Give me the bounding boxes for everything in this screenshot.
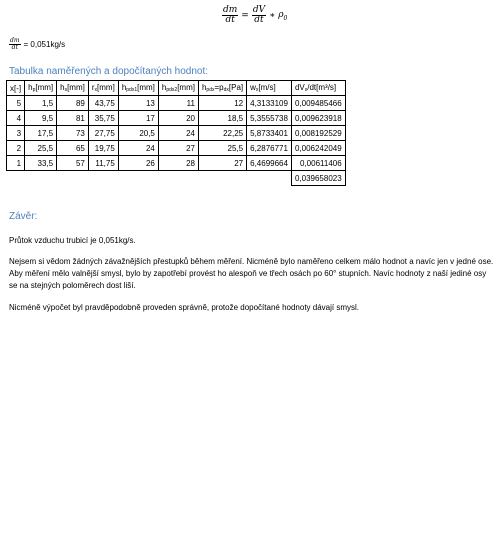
header-text: [m/s] (258, 83, 276, 92)
table-cell: 25,5 (25, 141, 57, 156)
header-subscript: pdx1 (126, 87, 138, 93)
column-header (198, 81, 246, 96)
table-cell: 24 (118, 141, 158, 156)
table-cell: 17,5 (25, 126, 57, 141)
header-text: dV (294, 83, 305, 92)
column-header (291, 81, 345, 96)
header-text: [mm] (97, 83, 115, 92)
table-cell: 3 (7, 126, 25, 141)
header-text: h (60, 83, 65, 92)
header-subscript: s (64, 87, 68, 93)
rho-letter: ρ (278, 10, 284, 21)
table-cell: 5 (7, 96, 25, 111)
table-cell: 24 (158, 126, 198, 141)
column-header (25, 81, 57, 96)
table-cell: 81 (57, 111, 89, 126)
table-cell: 28 (158, 156, 198, 171)
table-body (7, 96, 346, 186)
table-cell: 26 (118, 156, 158, 171)
table-row (7, 141, 346, 156)
table-cell: 1,5 (25, 96, 57, 111)
table-cell: 33,5 (25, 156, 57, 171)
header-text: w (250, 83, 256, 92)
empty-cell (7, 171, 292, 186)
column-header (247, 81, 292, 96)
header-text: h (28, 83, 33, 92)
header-subscript: dx (223, 87, 229, 93)
density-symbol (278, 10, 287, 22)
header-text: r (91, 83, 95, 92)
header-subscript: pdx (206, 87, 215, 93)
table-cell: 0,009623918 (291, 111, 345, 126)
fraction-denominator: dt (254, 15, 264, 26)
conclusion-paragraph: Průtok vzduchu trubicí je 0,051kg/s. (9, 236, 136, 245)
table-cell: 18,5 (198, 111, 246, 126)
rho-subscript: 0 (283, 14, 288, 22)
table-cell: 57 (57, 156, 89, 171)
table-cell: 12 (198, 96, 246, 111)
header-subscript: p (32, 87, 36, 93)
header-text: [mm] (67, 83, 85, 92)
fraction-numerator: dV (252, 5, 266, 15)
table-header-row (7, 81, 346, 96)
header-text: [Pa] (228, 83, 244, 92)
table-cell: 6,2876771 (247, 141, 292, 156)
table-cell: 6,4699664 (247, 156, 292, 171)
table-row (7, 96, 346, 111)
table-cell: 2 (7, 141, 25, 156)
table-cell: 5,8733401 (247, 126, 292, 141)
header-text: h (161, 83, 167, 92)
fraction-numerator: dm (223, 5, 238, 15)
header-text: [mm] (35, 83, 54, 92)
table-cell: 5,3555738 (247, 111, 292, 126)
table-cell: 20 (158, 111, 198, 126)
column-header (88, 81, 118, 96)
conclusion-paragraph: Nejsem si vědom žádných závažnějších přestupků během měření. Nicméně bylo naměřeno celkem málo hodnot a navíc jen v jedné ose. Aby měření mělo valnější smysl, bylo by zapotřebí provést ho alespoň ve třech osách po 60° stupních. Navíc hodnoty z naší jediné osy se na stejných poloměrech dost liší. (9, 257, 494, 290)
table-cell: 13 (118, 96, 158, 111)
table-cell: 4,3133109 (247, 96, 292, 111)
table-cell: 11,75 (88, 156, 118, 171)
header-text: x[-] (10, 83, 22, 93)
table-cell: 11 (158, 96, 198, 111)
table-total-row (7, 171, 346, 186)
table-cell: 19,75 (88, 141, 118, 156)
table-cell: 89 (57, 96, 89, 111)
conclusion-paragraph: Nicméně výpočet byl pravděpodobně proveden správně, protože dopočítané hodnoty dávají smysl. (9, 303, 359, 312)
table-cell: 17 (118, 111, 158, 126)
fraction-denominator: dt (225, 15, 235, 26)
table-cell: 43,75 (88, 96, 118, 111)
column-header (7, 81, 25, 96)
mass-flow-result (9, 38, 65, 52)
dm-dt-fraction (222, 6, 238, 26)
fraction-denominator: dt (11, 44, 18, 52)
dm-dt-fraction (9, 38, 21, 52)
table-cell: 0,006242049 (291, 141, 345, 156)
table-cell: 9,5 (25, 111, 57, 126)
column-header (57, 81, 89, 96)
table-cell: 0,008192529 (291, 126, 345, 141)
header-text: /dt[m³/s] (307, 83, 337, 92)
fraction-numerator: dm (10, 37, 20, 44)
multiply-sign: ∗ (269, 10, 276, 21)
header-text: h (121, 83, 127, 92)
header-text: [mm] (177, 83, 195, 92)
column-header (118, 81, 158, 96)
table-cell: 20,5 (118, 126, 158, 141)
column-header (158, 81, 198, 96)
result-value: = 0,051kg/s (23, 40, 66, 50)
header-text: [mm] (137, 83, 155, 92)
equals-sign: = (241, 10, 249, 21)
total-cell: 0,039658023 (291, 171, 345, 186)
table-cell: 27 (198, 156, 246, 171)
conclusion-heading: Závěr: (9, 211, 38, 222)
header-subscript: x (255, 87, 259, 93)
table-cell: 73 (57, 126, 89, 141)
header-subscript: x (94, 87, 98, 93)
header-subscript: x (304, 87, 308, 93)
table-cell: 65 (57, 141, 89, 156)
table-cell: 22,25 (198, 126, 246, 141)
table-cell: 0,009485466 (291, 96, 345, 111)
header-text: =p (214, 83, 224, 92)
table-cell: 25,5 (198, 141, 246, 156)
table-cell: 0,00611406 (291, 156, 345, 171)
table-row (7, 111, 346, 126)
table-cell: 4 (7, 111, 25, 126)
measurement-table (6, 80, 346, 186)
table-cell: 1 (7, 156, 25, 171)
table-row (7, 156, 346, 171)
dv-dt-fraction (252, 6, 266, 26)
mass-flow-equation (222, 6, 287, 26)
header-subscript: pdx2 (166, 87, 178, 93)
table-cell: 27 (158, 141, 198, 156)
header-text: h (201, 83, 207, 92)
table-heading: Tabulka naměřených a dopočítaných hodnot: (9, 66, 209, 77)
table-cell: 27,75 (88, 126, 118, 141)
table-cell: 35,75 (88, 111, 118, 126)
table-row (7, 126, 346, 141)
